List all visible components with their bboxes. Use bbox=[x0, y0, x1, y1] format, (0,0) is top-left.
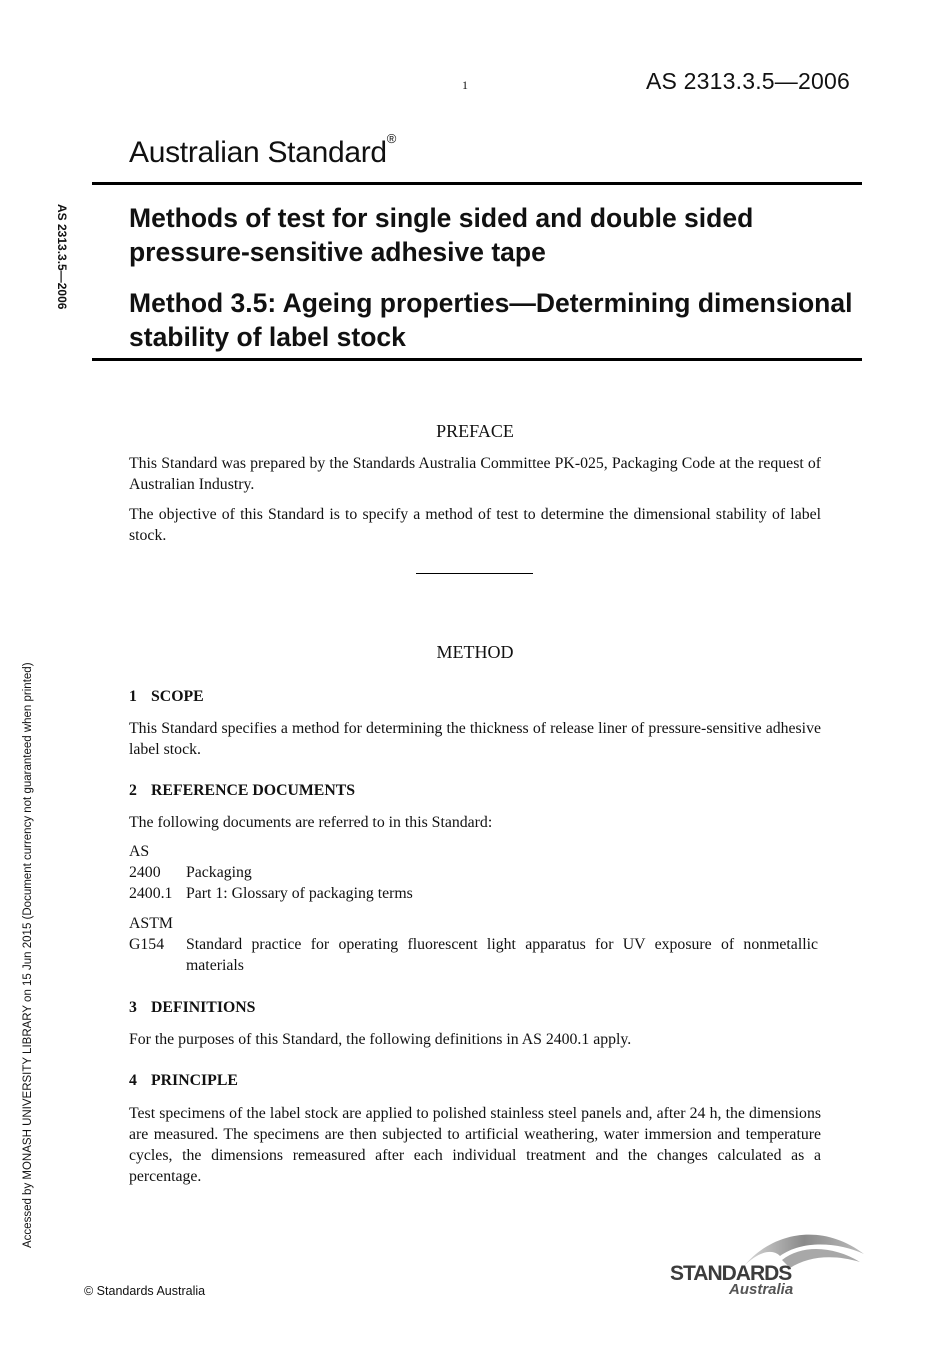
section-text: This Standard specifies a method for determining the thickness of release liner of pressure-sensitive adhesive label stock. bbox=[129, 720, 821, 758]
reference-code: 2400.1 bbox=[129, 885, 173, 902]
section-number: 1 bbox=[129, 688, 137, 705]
section-number: 4 bbox=[129, 1072, 137, 1089]
section-heading-definitions bbox=[129, 999, 255, 1017]
logo-wordmark: STANDARDS bbox=[670, 1262, 792, 1285]
document-title: Methods of test for single sided and double sided pressure-sensitive adhesive tape bbox=[129, 203, 754, 267]
section-text: The following documents are referred to in this Standard: bbox=[129, 814, 493, 831]
section-title: SCOPE bbox=[151, 688, 204, 705]
reference-title: Part 1: Glossary of packaging terms bbox=[186, 885, 413, 902]
title-rule-bottom bbox=[92, 358, 862, 361]
method-heading: METHOD bbox=[436, 642, 514, 662]
reference-code: 2400 bbox=[129, 864, 161, 881]
page-number: 1 bbox=[462, 78, 468, 92]
section-title: REFERENCE DOCUMENTS bbox=[151, 782, 356, 799]
reference-title: Standard practice for operating fluorescent light apparatus for UV exposure of nonmetallic materials bbox=[186, 936, 818, 974]
preface-paragraph: This Standard was prepared by the Standards Australia Committee PK-025, Packaging Code at the request of Australian Industry. bbox=[129, 455, 821, 493]
section-text: For the purposes of this Standard, the following definitions in AS 2400.1 apply. bbox=[129, 1031, 632, 1048]
standard-label-text: Australian Standard bbox=[129, 136, 387, 169]
logo-subtitle: Australia bbox=[729, 1281, 794, 1298]
reference-group-astm: ASTM bbox=[129, 915, 173, 932]
section-text: Test specimens of the label stock are applied to polished stainless steel panels and, after 24 h, the dimensions are measured. The specimens are then subjected to artificial weathering, water immersion and temperature cycles, the dimensions remeasured after each individual treatment and the changes calculated as a percentage. bbox=[129, 1105, 821, 1185]
section-heading-principle bbox=[129, 1072, 238, 1090]
standard-label bbox=[129, 131, 397, 170]
reference-title: Packaging bbox=[186, 864, 252, 881]
side-document-code: AS 2313.3.5—2006 bbox=[55, 204, 69, 310]
reference-item bbox=[129, 883, 413, 904]
registered-mark: ® bbox=[386, 131, 397, 146]
reference-item bbox=[129, 934, 819, 974]
section-title: PRINCIPLE bbox=[151, 1072, 238, 1089]
reference-item bbox=[129, 862, 252, 883]
section-heading-scope bbox=[129, 688, 204, 706]
section-divider bbox=[416, 573, 533, 574]
section-heading-references bbox=[129, 782, 355, 800]
standards-australia-logo bbox=[670, 1226, 870, 1298]
reference-group-as: AS bbox=[129, 843, 150, 860]
reference-code: G154 bbox=[129, 936, 165, 953]
preface-heading: PREFACE bbox=[436, 421, 514, 441]
preface-paragraph: The objective of this Standard is to specify a method of test to determine the dimensional stability of label stock. bbox=[129, 506, 821, 544]
title-rule-top bbox=[92, 182, 862, 185]
section-number: 3 bbox=[129, 999, 137, 1016]
section-number: 2 bbox=[129, 782, 137, 799]
document-code: AS 2313.3.5—2006 bbox=[646, 68, 850, 94]
section-title: DEFINITIONS bbox=[151, 999, 256, 1016]
access-note: Accessed by MONASH UNIVERSITY LIBRARY on 15 Jun 2015 (Document currency not guaranteed when printed) bbox=[22, 662, 34, 1248]
copyright-notice: © Standards Australia bbox=[84, 1284, 206, 1298]
method-title: Method 3.5: Ageing properties—Determining dimensional stability of label stock bbox=[129, 288, 853, 352]
